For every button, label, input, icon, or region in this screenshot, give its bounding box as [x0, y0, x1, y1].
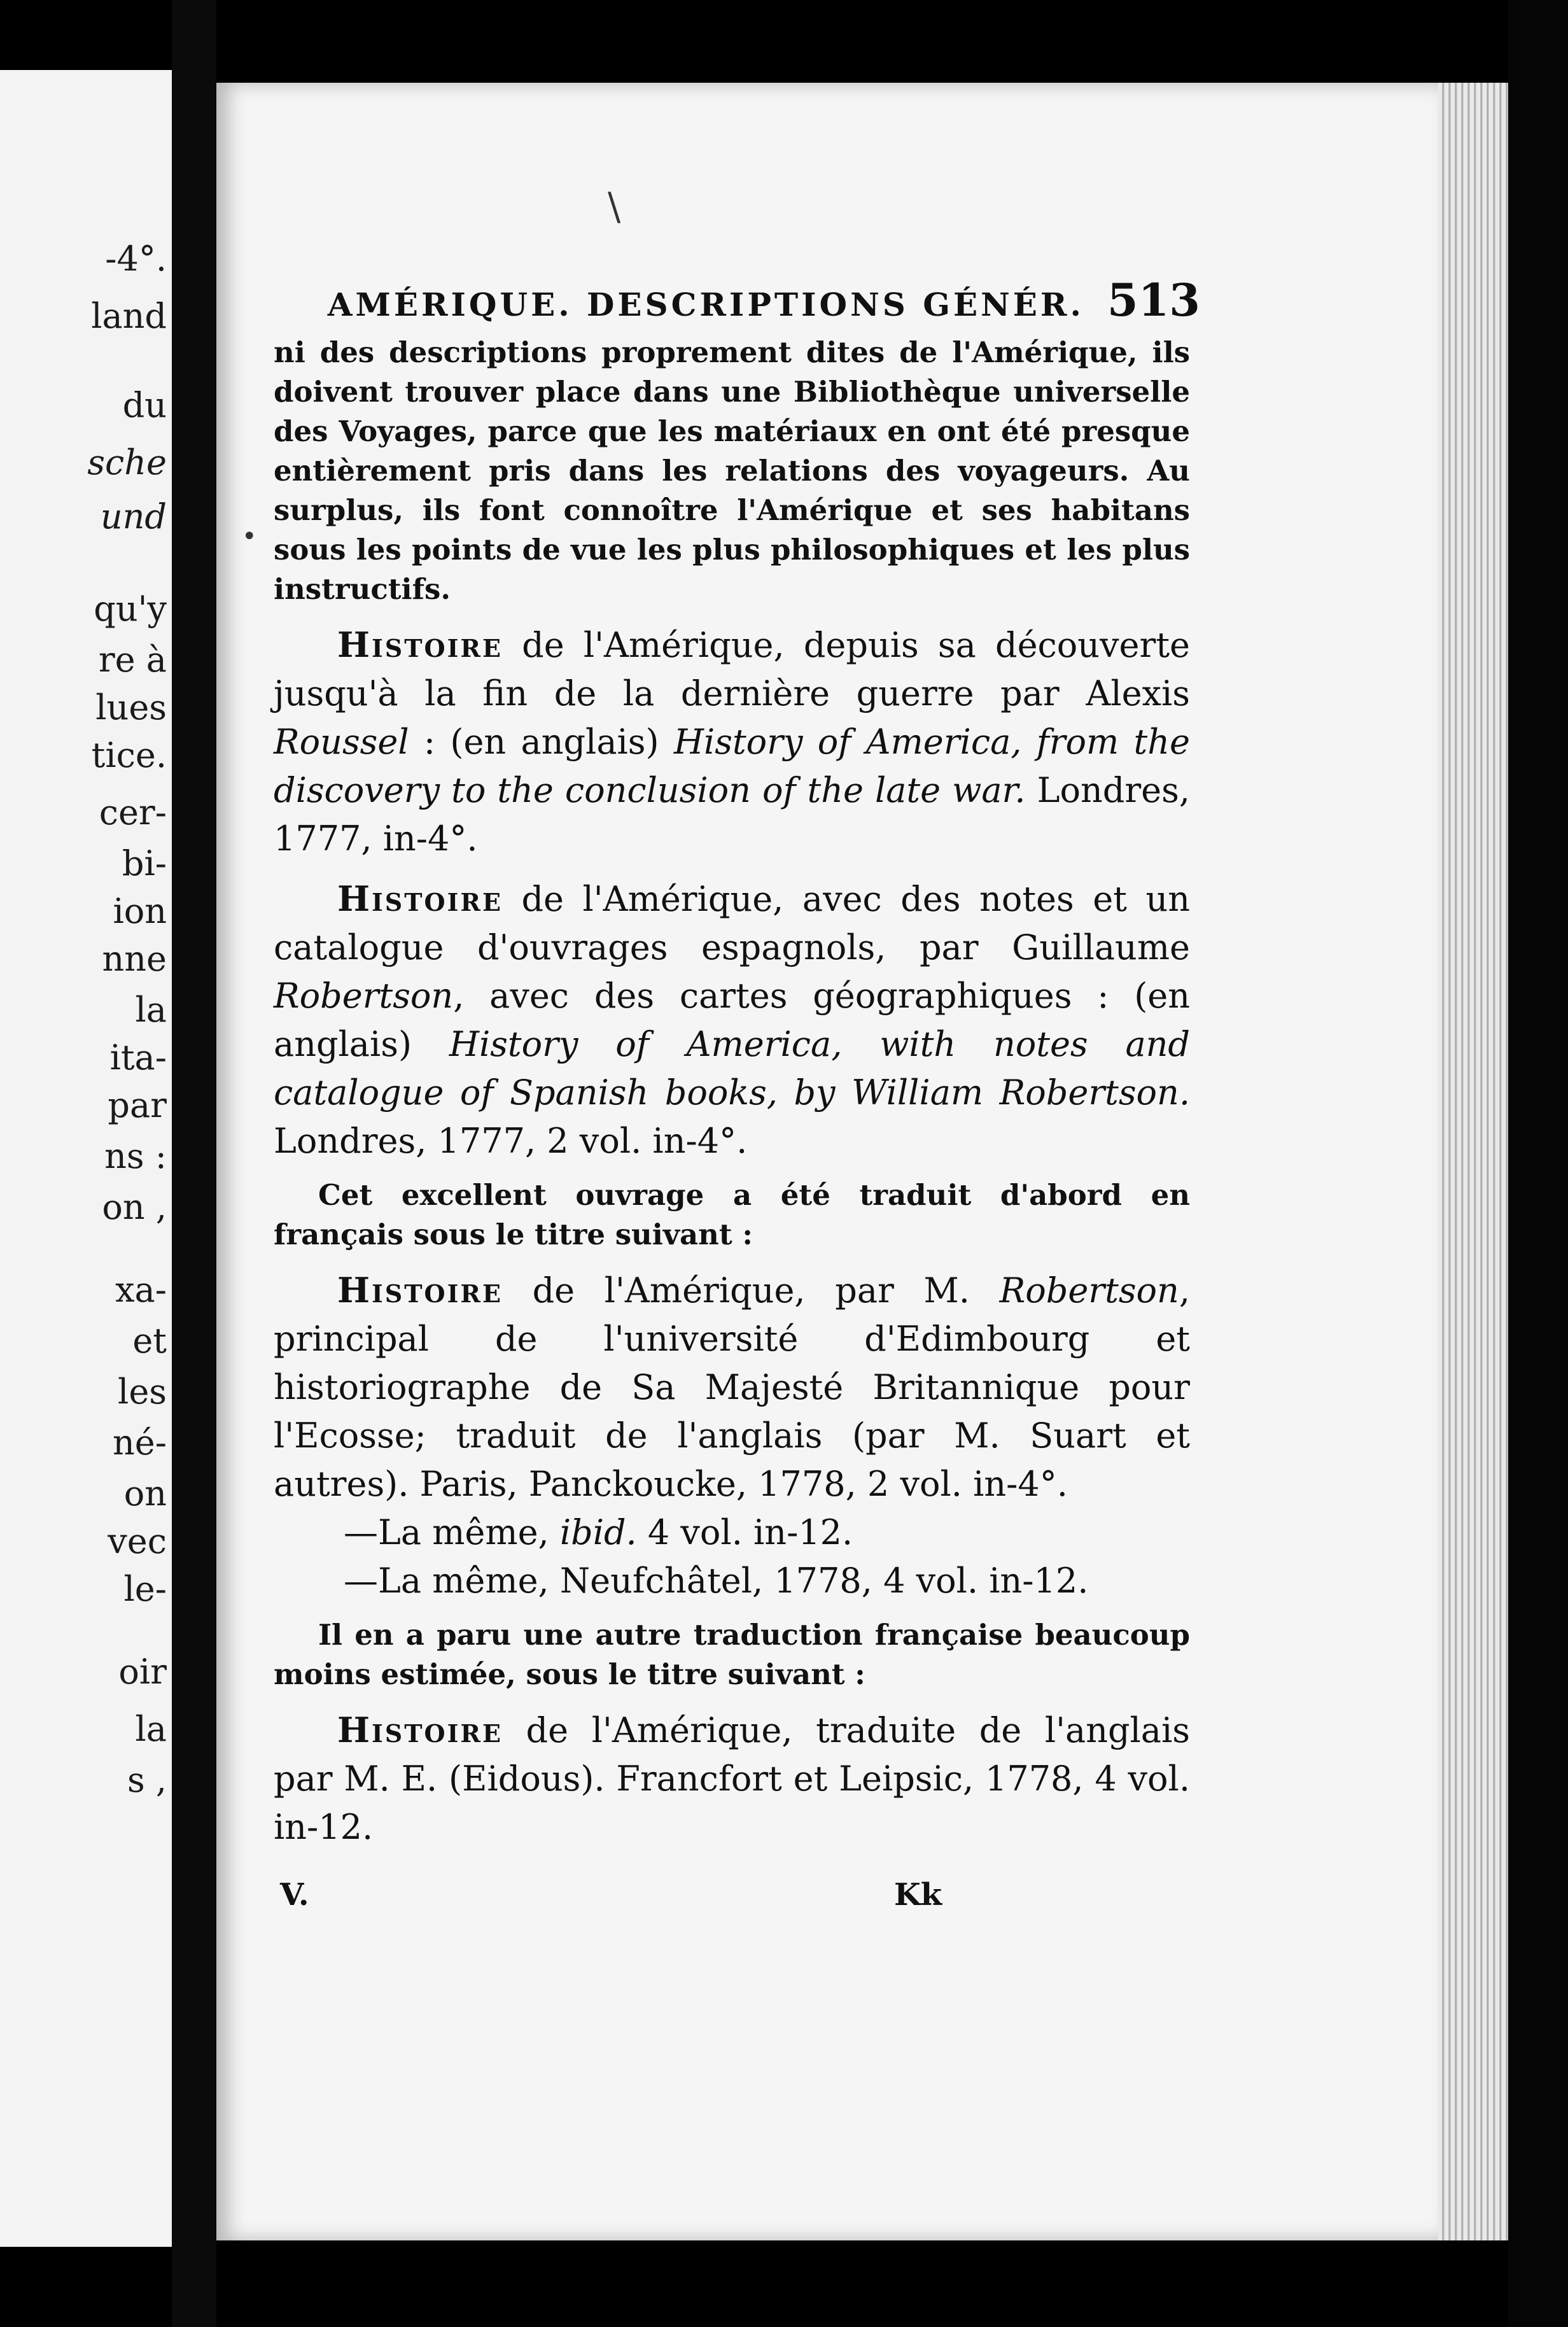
running-head-title: AMÉRIQUE. DESCRIPTIONS GÉNÉR. [327, 286, 1084, 323]
variant-edition-2: —La même, Neufchâtel, 1778, 4 vol. in-12. [344, 1561, 1089, 1601]
left-page-fragment: la [135, 990, 167, 1030]
left-page-fragment: la [135, 1709, 167, 1749]
left-page-fragment: lues [95, 687, 167, 728]
left-page-fragment: on [123, 1473, 167, 1514]
note-translation: Cet excellent ouvrage a été traduit d'abord en français sous le titre suivant : [274, 1178, 1190, 1251]
ink-mark: \ [608, 185, 621, 229]
left-page-fragment: vec [108, 1521, 167, 1561]
running-head [274, 274, 1200, 327]
left-page-fragment: s , [127, 1760, 167, 1800]
entry-2: Histoire de l'Amérique, avec des notes et un catalogue d'ouvrages espagnols, par Guillaume Robertson, avec des cartes géographiques : (en anglais) History of America, with notes and catalogue of Spanish books, by William Robertson. Londres, 1777, 2 vol. in-4°. [274, 878, 1190, 1161]
left-page-fragment: nne [102, 939, 167, 979]
page-number: 513 [1107, 274, 1200, 327]
left-page-fragment: re à [98, 640, 167, 680]
entry-head: Histoire [337, 878, 503, 919]
left-page-fragment: tice. [91, 735, 167, 775]
left-page-fragment: land [91, 296, 167, 336]
left-page-fragment: xa- [115, 1270, 167, 1310]
left-page-fragment: oir [118, 1652, 167, 1692]
left-page-fragment: du [122, 385, 167, 425]
left-page-fragment: bi- [122, 843, 167, 883]
imprint: Londres, 1777, in-4°. [274, 770, 1190, 859]
entry-1: Histoire de l'Amérique, depuis sa découverte jusqu'à la fin de la dernière guerre par Alexis Roussel : (en anglais) History of America, from the discovery to the conclusion of the late war. Londres, 1777, in-4°. [274, 624, 1190, 859]
volume-number: V. [280, 1877, 309, 1913]
entry-head: Histoire [337, 1710, 503, 1750]
left-page-fragment: sche [87, 442, 167, 482]
page-footer [274, 1877, 942, 1913]
left-page-fragment: ns : [104, 1136, 167, 1176]
left-page-fragment: né- [113, 1423, 167, 1463]
left-page-fragment: on , [102, 1187, 167, 1227]
left-page-fragment: par [108, 1085, 167, 1125]
note-other-translation: Il en a paru une autre traduction française beaucoup moins estimée, sous le titre suivant : [274, 1618, 1190, 1691]
english-title: History of America, from the discovery to the conclusion of the late war. [274, 722, 1190, 810]
left-page-fragment: ita- [109, 1037, 167, 1078]
intro-paragraph: ni des descriptions proprement dites de l'Amérique, ils doivent trouver place dans une Bibliothèque universelle des Voyages, parce que les matériaux en ont été presque entièrement pris dans les relations des voyageurs. Au surplus, ils font connoître l'Amérique et ses habitans sous les points de vue les plus philosophiques et les plus instructifs. [274, 335, 1190, 606]
entry-4: Histoire de l'Amérique, traduite de l'anglais par M. E. (Eidous). Francfort et Leipsic, 1778, 4 vol. in-12. [274, 1710, 1190, 1847]
ink-dot: • [242, 522, 257, 551]
author-name: Roussel [274, 722, 409, 762]
left-page-fragment: -4°. [105, 239, 167, 279]
left-page-fragment: cer- [99, 792, 167, 833]
left-facing-page [0, 70, 172, 2247]
left-page-fragment: le- [123, 1569, 167, 1609]
book-gutter [172, 0, 216, 2327]
entry-head: Histoire [337, 1270, 503, 1311]
author-name: Robertson [274, 976, 454, 1016]
left-page-fragment: ion [113, 891, 167, 931]
left-page-fragment: les [118, 1372, 167, 1412]
imprint: Londres, 1777, 2 vol. in-4°. [274, 1121, 748, 1161]
entry-3: Histoire de l'Amérique, par M. Robertson, principal de l'université d'Edimbourg et historiographe de Sa Majesté Britannique pour l'Ecosse; traduit de l'anglais (par M. Suart et autres). Paris, Panckoucke, 1778, 2 vol. in-4°. [274, 1270, 1190, 1504]
entry-head: Histoire [337, 624, 503, 665]
left-page-fragment: und [100, 496, 167, 537]
signature-mark: Kk [894, 1877, 942, 1913]
english-title: History of America, with notes and catalogue of Spanish books, by William Robertson. [274, 1024, 1190, 1113]
left-page-fragment: qu'y [94, 589, 167, 629]
left-page-fragment: et [132, 1321, 167, 1361]
background-right [1508, 0, 1568, 2327]
page-edges [1438, 83, 1508, 2240]
author-name: Robertson [999, 1270, 1179, 1311]
variant-edition-1: —La même, ibid. 4 vol. in-12. [344, 1512, 853, 1552]
page-content [274, 274, 1200, 1913]
